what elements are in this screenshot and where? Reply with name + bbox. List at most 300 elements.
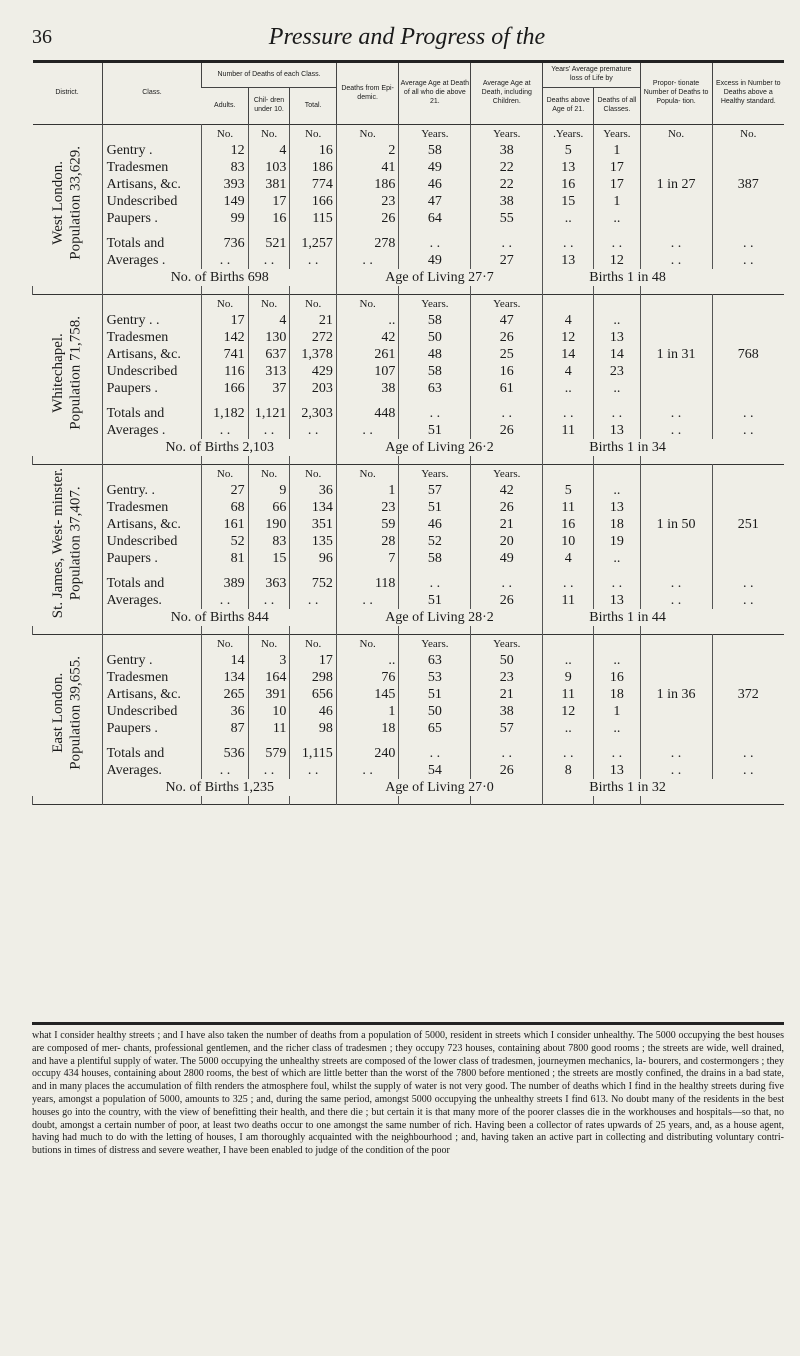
unit-label: [640, 465, 712, 483]
births-count: 844: [247, 609, 269, 625]
gap-cell: [248, 737, 290, 745]
cell-epi: 107: [336, 363, 399, 380]
header-adults: Adults.: [214, 101, 236, 109]
dots-cell: . .: [471, 575, 543, 592]
cell-epi: 1: [336, 482, 399, 499]
totals-row: [33, 745, 785, 762]
cell-d21: 12: [543, 703, 594, 720]
unit-label: No.: [712, 125, 784, 143]
avg-dall: 13: [594, 592, 640, 609]
spacer-cell: [399, 626, 471, 635]
district-population: Population 39,655.: [67, 656, 84, 770]
district-label: [33, 635, 103, 797]
age-of-living-value: 26·2: [468, 439, 494, 455]
gap-cell: [471, 737, 543, 745]
district-label: [33, 125, 103, 287]
dots-cell: . .: [471, 235, 543, 252]
unit-label: [712, 465, 784, 483]
table-bottom-rule: [32, 1022, 784, 1025]
district-title: East London.: [49, 673, 66, 753]
total-adults: 1,182: [202, 405, 248, 422]
age-of-living-value: 27·0: [468, 779, 494, 795]
dots-cell: . .: [336, 422, 399, 439]
cell-total: 16: [290, 142, 336, 159]
unit-label: No.: [290, 635, 336, 653]
cell-children: 391: [248, 686, 290, 703]
total-epi: 278: [336, 235, 399, 252]
gap-cell: [399, 227, 471, 235]
births-ratio-value: 1 in 32: [627, 779, 666, 795]
cell-agech: 22: [471, 176, 543, 193]
spacer-cell: [640, 796, 712, 805]
gap-cell: [290, 397, 336, 405]
cell-dall: 1: [594, 703, 640, 720]
gap-cell: [594, 397, 640, 405]
gap-cell: [543, 227, 594, 235]
dots-cell: . .: [712, 745, 784, 762]
excess-value: 768: [712, 312, 784, 397]
district-population: Population 33,629.: [67, 146, 84, 260]
total-adults: 536: [202, 745, 248, 762]
excess-value: 372: [712, 652, 784, 737]
births-ratio-label: Births: [589, 609, 624, 625]
cell-adults: 68: [202, 499, 248, 516]
dots-cell: . .: [202, 592, 248, 609]
dots-cell: . .: [248, 422, 290, 439]
births-summary: [102, 609, 336, 626]
dots-cell: . .: [399, 235, 471, 252]
births-ratio: [543, 609, 712, 626]
unit-label: No.: [290, 465, 336, 483]
total-total: 752: [290, 575, 336, 592]
age-of-living-label: Age of Living: [385, 779, 465, 795]
class-row: [33, 482, 785, 499]
births-ratio-value: 1 in 48: [627, 269, 666, 285]
cell-age21: 50: [399, 329, 471, 346]
dots-cell: . .: [712, 762, 784, 779]
avg-age21: 51: [399, 592, 471, 609]
spacer-cell: [102, 286, 202, 295]
cell-children: 16: [248, 210, 290, 227]
dots-cell: . .: [640, 762, 712, 779]
cell-d21: ..: [543, 720, 594, 737]
class-row: [33, 652, 785, 669]
district-population: Population 37,407.: [67, 486, 84, 600]
gap-cell: [399, 737, 471, 745]
cell-dall: 13: [594, 499, 640, 516]
gap-cell: [471, 567, 543, 575]
dots-cell: . .: [712, 405, 784, 422]
births-summary: [102, 269, 336, 286]
cell-total: 134: [290, 499, 336, 516]
class-name: Paupers .: [102, 210, 202, 227]
cell-children: 103: [248, 159, 290, 176]
gap-cell: [102, 397, 202, 405]
dots-cell: . .: [712, 575, 784, 592]
dots-cell: . .: [336, 592, 399, 609]
cell-epi: 41: [336, 159, 399, 176]
class-name: Paupers .: [102, 550, 202, 567]
units-row: [33, 635, 785, 653]
cell-total: 272: [290, 329, 336, 346]
unit-label: No.: [202, 465, 248, 483]
spacer-cell: [290, 796, 336, 805]
units-row: [33, 125, 785, 143]
avg-d21: 8: [543, 762, 594, 779]
class-name: Artisans, &c.: [102, 346, 202, 363]
cell-adults: 83: [202, 159, 248, 176]
dots-cell: . .: [543, 745, 594, 762]
unit-label: [594, 635, 640, 653]
spacer-cell: [336, 456, 399, 465]
cell-epi: 145: [336, 686, 399, 703]
births-count: 2,103: [242, 439, 274, 455]
avg-age21: 51: [399, 422, 471, 439]
class-name: Artisans, &c.: [102, 686, 202, 703]
district-section: [33, 125, 785, 295]
district-name: [50, 656, 85, 770]
total-adults: 389: [202, 575, 248, 592]
cell-total: 17: [290, 652, 336, 669]
unit-label: No.: [202, 295, 248, 313]
cell-agech: 20: [471, 533, 543, 550]
cell-adults: 134: [202, 669, 248, 686]
cell-adults: 393: [202, 176, 248, 193]
cell-adults: 14: [202, 652, 248, 669]
cell-d21: 14: [543, 346, 594, 363]
dots-cell: . .: [640, 235, 712, 252]
cell-total: 429: [290, 363, 336, 380]
spacer-cell: [399, 456, 471, 465]
unit-label: [594, 465, 640, 483]
cell-epi: 42: [336, 329, 399, 346]
cell-children: 83: [248, 533, 290, 550]
dots-cell: . .: [543, 575, 594, 592]
unit-label: Years.: [399, 125, 471, 143]
age-of-living: [336, 779, 542, 796]
spacer-cell: [471, 626, 543, 635]
cell-adults: 265: [202, 686, 248, 703]
cell-age21: 58: [399, 142, 471, 159]
cell-total: 166: [290, 193, 336, 210]
spacer-row: [33, 286, 785, 295]
gap-cell: [102, 737, 202, 745]
running-title: Pressure and Progress of the: [268, 24, 546, 50]
spacer-cell: [399, 796, 471, 805]
gap-cell: [202, 737, 248, 745]
spacer-row: [33, 626, 785, 635]
dots-cell: . .: [202, 422, 248, 439]
cell-age21: 51: [399, 686, 471, 703]
cell-children: 17: [248, 193, 290, 210]
spacer-cell: [471, 286, 543, 295]
cell-total: 203: [290, 380, 336, 397]
unit-label: [543, 635, 594, 653]
spacer-cell: [543, 796, 594, 805]
cell-d21: ..: [543, 380, 594, 397]
cell-adults: 36: [202, 703, 248, 720]
gap-cell: [248, 567, 290, 575]
averages-label: Averages .: [102, 252, 202, 269]
spacer-cell: [290, 456, 336, 465]
class-name: Undescribed: [102, 363, 202, 380]
cell-epi: 59: [336, 516, 399, 533]
cell-total: 135: [290, 533, 336, 550]
spacer-cell: [33, 456, 103, 465]
cell-children: 15: [248, 550, 290, 567]
births-ratio: [543, 779, 712, 796]
gap-cell: [594, 567, 640, 575]
cell-d21: 15: [543, 193, 594, 210]
gap-cell: [640, 397, 712, 405]
gap-cell: [290, 567, 336, 575]
body-paragraph: what I consider healthy streets ; and I have also taken the number of deaths from a population of 5000, resident in streets which I consider unhealthy. The 5000 occupying the best houses are composed of mer- chants, professional gentlemen, and the richer class of tradesmen ; they occupy 723 houses, containing about 7800 good rooms ; the streets are wide, well drained, and have a plentiful supply of water. The 5000 occupying the unhealthy streets are composed of the lower class of tradesmen, journeymen mechanics, la- bourers, and costermongers ; they occupy 434 houses, containing about 2800 rooms, the best of which are little better than the worst of the 7800 before mentioned ; the streets are mostly confined, the drains in a bad state, and in many places the accumulation of filth renders the atmosphere foul, whilst the supply of water is not very good. The number of deaths which I find in the healthy streets during five years, amongst a population of 5000, amounts to 325 ; and, during the same period, amongst 5000 occupying the unhealthy streets I find 613. No doubt many of the residents in the best houses go into the country, with the view of benefitting their health, and there die ; but certain it is that many more of the poorer classes die in the workhouses and hospitals—so that, no doubt, amongst a certain number of poor, at least two deaths occur to one amongst the same number of rich. Having been a collector of rates upwards of 25 years, and, as a house agent, having had much to do with the letting of houses, I am thoroughly acquainted with the neighbourhood ; and, having taken an active part in collecting and distributing voluntary contri- butions in times of distress and severe weather, I have been enabled to judge of the condition of the poor: [32, 1030, 784, 1157]
gap-row: [33, 227, 785, 235]
proportion-value: 1 in 27: [640, 142, 712, 227]
dots-cell: . .: [336, 762, 399, 779]
avg-agech: 26: [471, 592, 543, 609]
header-years-average: Years' Average premature loss of Life by: [543, 62, 640, 88]
district-title: West London.: [49, 161, 66, 245]
gap-cell: [543, 737, 594, 745]
cell-dall: 23: [594, 363, 640, 380]
cell-epi: 38: [336, 380, 399, 397]
cell-age21: 63: [399, 652, 471, 669]
class-name: Artisans, &c.: [102, 176, 202, 193]
spacer-cell: [33, 626, 103, 635]
cell-d21: 4: [543, 363, 594, 380]
unit-label: [712, 635, 784, 653]
births-label: No. of Births: [170, 609, 245, 625]
cell-dall: 18: [594, 686, 640, 703]
header-proportion: Propor- tionate Number of Deaths to Popula- tion.: [640, 62, 712, 125]
spacer-cell: [336, 286, 399, 295]
unit-label: No.: [248, 295, 290, 313]
dots-cell: . .: [248, 592, 290, 609]
total-total: 1,115: [290, 745, 336, 762]
gap-cell: [290, 227, 336, 235]
births-row: [33, 609, 785, 626]
cell-dall: 17: [594, 176, 640, 193]
unit-label: No.: [248, 465, 290, 483]
cell-d21: 4: [543, 550, 594, 567]
avg-dall: 12: [594, 252, 640, 269]
unit-label: Years.: [594, 125, 640, 143]
cell-adults: 17: [202, 312, 248, 329]
total-epi: 448: [336, 405, 399, 422]
cell-agech: 25: [471, 346, 543, 363]
gap-cell: [712, 227, 784, 235]
dots-cell: . .: [290, 422, 336, 439]
cell-agech: 50: [471, 652, 543, 669]
dots-cell: . .: [290, 592, 336, 609]
cell-age21: 58: [399, 363, 471, 380]
class-name: Tradesmen: [102, 329, 202, 346]
dots-cell: . .: [399, 405, 471, 422]
header-number-of-deaths: Number of Deaths of each Class.: [202, 62, 337, 88]
unit-label: Years.: [471, 635, 543, 653]
avg-dall: 13: [594, 422, 640, 439]
unit-label: Years.: [471, 465, 543, 483]
gap-row: [33, 397, 785, 405]
cell-age21: 64: [399, 210, 471, 227]
cell-total: 46: [290, 703, 336, 720]
cell-children: 130: [248, 329, 290, 346]
averages-row: [33, 762, 785, 779]
spacer-cell: [202, 796, 248, 805]
births-row: [33, 779, 785, 796]
cell-agech: 38: [471, 703, 543, 720]
age-of-living: [336, 439, 542, 456]
proportion-value: 1 in 31: [640, 312, 712, 397]
total-epi: 118: [336, 575, 399, 592]
spacer-cell: [290, 286, 336, 295]
dots-cell: . .: [399, 745, 471, 762]
cell-dall: 1: [594, 193, 640, 210]
proportion-value: 1 in 50: [640, 482, 712, 567]
gap-cell: [471, 227, 543, 235]
cell-agech: 23: [471, 669, 543, 686]
totals-row: [33, 235, 785, 252]
gap-cell: [712, 567, 784, 575]
births-ratio-value: 1 in 34: [627, 439, 666, 455]
header-avg-age-incl-children: Average Age at Death, including Children.: [471, 62, 543, 125]
cell-age21: 58: [399, 550, 471, 567]
total-children: 1,121: [248, 405, 290, 422]
spacer-cell: [471, 796, 543, 805]
age-of-living-label: Age of Living: [385, 609, 465, 625]
gap-cell: [640, 737, 712, 745]
averages-row: [33, 592, 785, 609]
page-number: 36: [32, 26, 52, 48]
dots-cell: . .: [594, 405, 640, 422]
cell-adults: 27: [202, 482, 248, 499]
cell-total: 21: [290, 312, 336, 329]
cell-epi: 261: [336, 346, 399, 363]
births-ratio-label: Births: [589, 779, 624, 795]
cell-d21: ..: [543, 652, 594, 669]
class-name: Gentry .: [102, 652, 202, 669]
cell-adults: 87: [202, 720, 248, 737]
cell-dall: ..: [594, 312, 640, 329]
cell-dall: ..: [594, 550, 640, 567]
cell-adults: 116: [202, 363, 248, 380]
class-name: Gentry . .: [102, 312, 202, 329]
dots-cell: . .: [248, 762, 290, 779]
cell-total: 298: [290, 669, 336, 686]
cell-agech: 42: [471, 482, 543, 499]
cell-total: 96: [290, 550, 336, 567]
cell-total: 36: [290, 482, 336, 499]
cell-adults: 741: [202, 346, 248, 363]
class-name: Paupers .: [102, 380, 202, 397]
cell-age21: 46: [399, 176, 471, 193]
cell-epi: ..: [336, 652, 399, 669]
cell-children: 637: [248, 346, 290, 363]
spacer-cell: [290, 626, 336, 635]
averages-row: [33, 252, 785, 269]
spacer-row: [33, 796, 785, 805]
cell-dall: 18: [594, 516, 640, 533]
cell-children: 4: [248, 312, 290, 329]
spacer-cell: [543, 626, 594, 635]
cell-d21: 12: [543, 329, 594, 346]
births-label: No. of Births: [170, 269, 245, 285]
cell-epi: 186: [336, 176, 399, 193]
dots-cell: . .: [543, 405, 594, 422]
cell-agech: 26: [471, 499, 543, 516]
dots-cell: . .: [336, 252, 399, 269]
cell-dall: 19: [594, 533, 640, 550]
gap-cell: [594, 737, 640, 745]
cell-age21: 51: [399, 499, 471, 516]
gap-cell: [202, 227, 248, 235]
spacer-cell: [336, 796, 399, 805]
spacer-cell: [594, 286, 640, 295]
cell-d21: 4: [543, 312, 594, 329]
unit-label: No.: [290, 125, 336, 143]
totals-row: [33, 405, 785, 422]
avg-d21: 11: [543, 422, 594, 439]
dots-cell: . .: [640, 252, 712, 269]
spacer-cell: [640, 286, 712, 295]
header-children: Chil- dren under 10.: [248, 88, 290, 125]
cell-total: 186: [290, 159, 336, 176]
births-label: No. of Births: [165, 779, 239, 795]
age-of-living-label: Age of Living: [385, 439, 465, 455]
age-of-living: [336, 269, 542, 286]
cell-children: 66: [248, 499, 290, 516]
district-label: [33, 465, 103, 627]
gap-cell: [336, 227, 399, 235]
gap-cell: [712, 737, 784, 745]
unit-label: No.: [248, 125, 290, 143]
gap-cell: [202, 397, 248, 405]
dots-cell: . .: [712, 592, 784, 609]
cell-epi: ..: [336, 312, 399, 329]
class-name: Tradesmen: [102, 159, 202, 176]
unit-label: No.: [248, 635, 290, 653]
unit-label: No.: [336, 295, 399, 313]
district-population: Population 71,758.: [67, 316, 84, 430]
cell-agech: 38: [471, 142, 543, 159]
births-row: [33, 439, 785, 456]
cell-age21: 58: [399, 312, 471, 329]
class-name: Tradesmen: [102, 669, 202, 686]
district-section: [33, 635, 785, 805]
cell-epi: 1: [336, 703, 399, 720]
cell-children: 11: [248, 720, 290, 737]
cell-age21: 57: [399, 482, 471, 499]
gap-cell: [399, 567, 471, 575]
cell-dall: 13: [594, 329, 640, 346]
district-name: [50, 316, 85, 430]
unit-label: Years.: [399, 295, 471, 313]
units-class-blank: [102, 125, 202, 143]
births-ratio-label: Births: [589, 269, 624, 285]
dots-cell: . .: [290, 252, 336, 269]
unit-label: No.: [336, 125, 399, 143]
total-children: 363: [248, 575, 290, 592]
cell-adults: 12: [202, 142, 248, 159]
unit-label: .Years.: [543, 125, 594, 143]
cell-agech: 16: [471, 363, 543, 380]
cell-total: 1,378: [290, 346, 336, 363]
avg-age21: 49: [399, 252, 471, 269]
cell-children: 381: [248, 176, 290, 193]
cell-d21: 10: [543, 533, 594, 550]
dots-cell: . .: [202, 762, 248, 779]
